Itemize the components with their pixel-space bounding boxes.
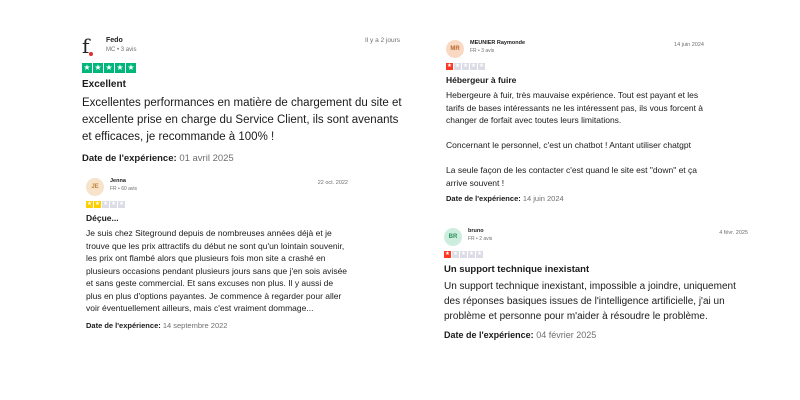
star-icon: ★ — [477, 250, 482, 257]
star-icon: ★ — [103, 200, 108, 207]
experience-date-value: 14 septembre 2022 — [162, 320, 228, 330]
star-icon: ★ — [447, 62, 452, 69]
star-icon: ★ — [119, 200, 124, 207]
star-icon: ★ — [116, 63, 124, 72]
experience-date-label: Date de l'expérience: — [86, 320, 161, 330]
review-paragraph: Je suis chez Siteground depuis de nombreuses années déjà et je trouve que les prix attractifs du début ne sont qu'un lointain souvenir, les prix ont flambé alors que plusieurs fois mon site a crashé en plusieurs occasions pendant plusieurs jours sans que j'en sois avisée et sans geste commercial. Et sans excuses non plus. Il y aussi de plus en plus d'options payantes. Je commence à regarder pour aller voir éventuellement ailleurs, mais c'est vraiment dommage... — [86, 228, 348, 313]
review-date: 4 févr. 2025 — [719, 230, 748, 236]
reviewer-info — [110, 178, 318, 192]
avatar[interactable]: JE — [86, 178, 104, 196]
star-icon: ★ — [445, 250, 450, 257]
review-header — [86, 178, 348, 196]
reviewer-info — [468, 228, 719, 242]
star-icon: ★ — [469, 250, 474, 257]
reviewer-meta: MC • 3 avis — [106, 47, 137, 53]
experience-date — [82, 153, 400, 164]
review-date: 22 oct. 2022 — [317, 180, 348, 186]
review-card — [82, 36, 400, 164]
review-body — [86, 227, 348, 315]
review-title[interactable]: Un support technique inexistant — [444, 264, 590, 275]
review-date: 14 juin 2024 — [674, 42, 704, 48]
review-title[interactable]: Hébergeur à fuire — [446, 75, 517, 85]
experience-date-label: Date de l'expérience: — [444, 330, 534, 340]
star-rating — [444, 251, 748, 258]
experience-date — [446, 194, 704, 203]
review-paragraph: Un support technique inexistant, impossible a joindre, uniquement des réponses basiques issues de l'intelligence artificielle, j'ai un problème et personne pour m'aider à résoudre le problème. — [444, 281, 736, 322]
star-icon: ★ — [461, 250, 466, 257]
experience-date-label: Date de l'expérience: — [82, 153, 177, 164]
experience-date-label: Date de l'expérience: — [446, 194, 521, 203]
experience-date-value: 01 avril 2025 — [179, 153, 234, 164]
star-icon: ★ — [87, 200, 92, 207]
reviewer-name[interactable]: MEUNIER Raymonde — [470, 40, 526, 46]
review-card — [444, 228, 748, 340]
review-card — [446, 40, 704, 203]
review-paragraph: La seule façon de les contacter c'est quand le site est "down" et ça arrive souvent ! — [446, 165, 698, 188]
avatar[interactable]: BR — [444, 228, 462, 246]
review-paragraph: Concernant le personnel, c'est un chatbot ! Antant utiliser chatgpt — [446, 140, 691, 150]
star-icon: ★ — [111, 200, 116, 207]
review-title[interactable]: Déçue... — [86, 213, 119, 223]
avatar[interactable]: MR — [446, 40, 464, 58]
star-icon: ★ — [479, 62, 484, 69]
star-icon: ★ — [463, 62, 468, 69]
experience-date — [86, 321, 348, 330]
star-rating — [446, 63, 704, 70]
review-header — [444, 228, 748, 246]
reviewer-name[interactable]: bruno — [468, 228, 484, 234]
reviewer-name[interactable]: Jenna — [110, 178, 126, 184]
reviewer-meta: FR • 2 avis — [468, 236, 493, 242]
experience-date-value: 04 février 2025 — [536, 330, 597, 340]
experience-date — [444, 330, 748, 340]
reviewer-name[interactable]: Fedo — [106, 37, 123, 44]
reviewer-meta: FR • 3 avis — [470, 48, 495, 54]
star-icon: ★ — [105, 63, 113, 72]
review-body — [82, 95, 402, 146]
review-paragraph: Hebergeure à fuir, très mauvaise expérience. Tout est payant et les tarifs de bases intéressants ne les intéressent pas, ils vous forcent à changer de forfait avec toutes leurs limitations. — [446, 90, 704, 125]
star-icon: ★ — [94, 63, 102, 72]
star-icon: ★ — [127, 63, 135, 72]
star-icon: ★ — [95, 200, 100, 207]
star-icon: ★ — [455, 62, 460, 69]
star-rating — [86, 201, 348, 208]
review-body — [444, 279, 744, 324]
review-date: Il y a 2 jours — [364, 37, 400, 44]
reviewer-info — [106, 36, 365, 53]
star-icon: ★ — [453, 250, 458, 257]
reviewer-meta: FR • 60 avis — [110, 186, 138, 192]
star-rating — [82, 63, 400, 73]
reviewer-logo-icon[interactable]: f — [82, 36, 100, 58]
star-icon: ★ — [83, 63, 91, 72]
review-paragraph: Excellentes performances en matière de chargement du site et excellente prise en charge du Service Client, ils sont avenants et efficaces, je recommande à 100% ! — [82, 97, 402, 143]
review-body — [446, 89, 708, 189]
review-header — [82, 36, 400, 58]
experience-date-value: 14 juin 2024 — [522, 194, 564, 203]
star-icon: ★ — [471, 62, 476, 69]
reviewer-info — [470, 40, 674, 54]
review-title[interactable]: Excellent — [82, 79, 126, 90]
review-header — [446, 40, 704, 58]
review-card — [86, 178, 348, 330]
